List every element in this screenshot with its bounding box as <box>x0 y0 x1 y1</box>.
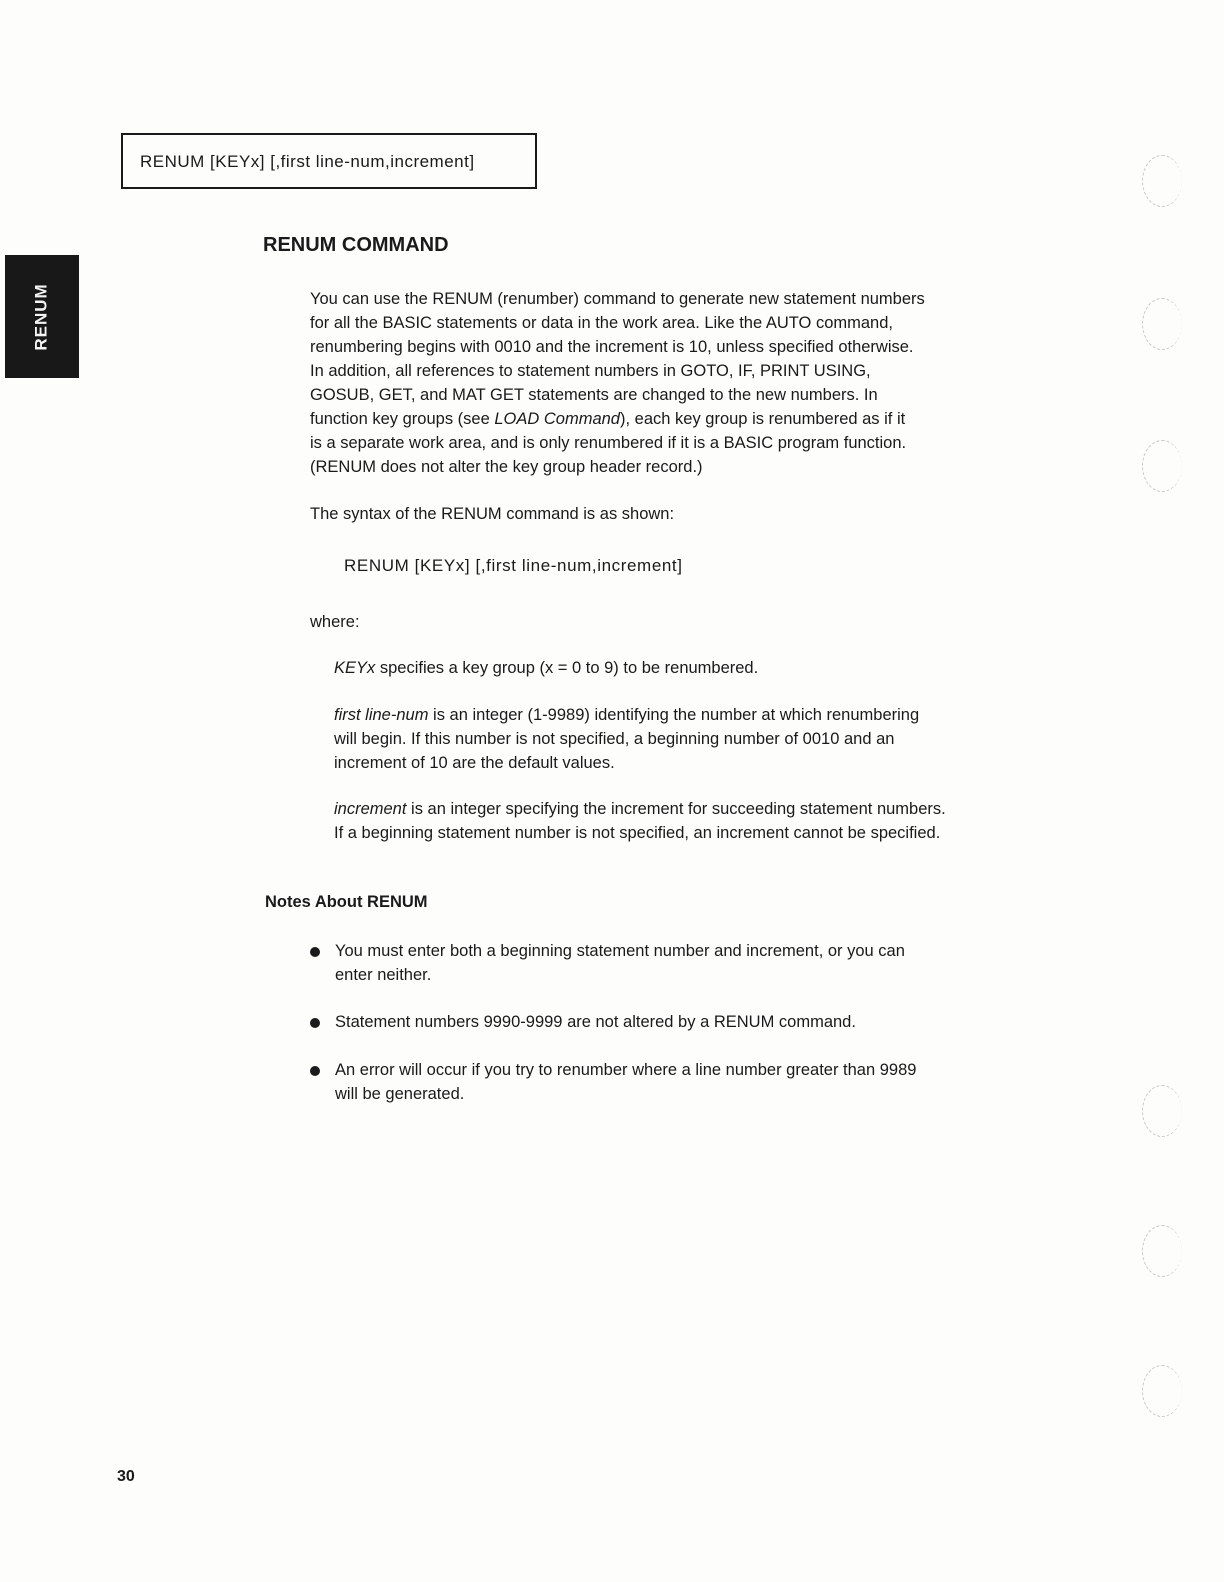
intro-line: You can use the RENUM (renumber) command to generate new statement numbers <box>310 290 925 308</box>
page-number: 30 <box>117 1468 135 1485</box>
intro-line: (RENUM does not alter the key group header record.) <box>310 458 703 476</box>
side-tab-label: RENUM <box>32 282 51 351</box>
intro-line: renumbering begins with 0010 and the increment is 10, unless specified otherwise. <box>310 338 914 356</box>
punch-hole-mark <box>1142 298 1182 350</box>
param-increment: increment is an integer specifying the increment for succeeding statement numbers. If a beginning statement number is not specified, an increment cannot be specified. <box>334 800 946 842</box>
notes-heading: Notes About RENUM <box>265 893 428 911</box>
punch-hole-mark <box>1142 1365 1182 1417</box>
intro-line: is a separate work area, and is only renumbered if it is a BASIC program function. <box>310 434 907 452</box>
intro-line: GOSUB, GET, and MAT GET statements are changed to the new numbers. In <box>310 386 878 404</box>
where-label: where: <box>310 613 360 631</box>
punch-hole-mark <box>1142 1225 1182 1277</box>
intro-line: function key groups (see LOAD Command), each key group is renumbered as if it <box>310 410 906 428</box>
punch-hole-mark <box>1142 155 1182 207</box>
intro-paragraph <box>310 287 925 479</box>
intro-line: for all the BASIC statements or data in the work area. Like the AUTO command, <box>310 314 893 332</box>
param-first-line-num: first line-num is an integer (1-9989) identifying the number at which renumbering will begin. If this number is not specified, a beginning number of 0010 and an increment of 10 are the default values. <box>334 706 920 772</box>
param-term: increment <box>334 800 407 818</box>
load-command-reference: LOAD Command <box>494 410 620 428</box>
intro-line: In addition, all references to statement numbers in GOTO, IF, PRINT USING, <box>310 362 871 380</box>
punch-hole-mark <box>1142 440 1182 492</box>
bullet-icon <box>310 947 320 957</box>
punch-hole-mark <box>1142 1085 1182 1137</box>
section-heading: RENUM COMMAND <box>263 234 449 256</box>
section-side-tab <box>5 255 79 378</box>
param-term: first line-num <box>334 706 429 724</box>
param-keyx: KEYx specifies a key group (x = 0 to 9) to be renumbered. <box>334 659 759 677</box>
param-term: KEYx <box>334 659 376 677</box>
bullet-icon <box>310 1066 320 1076</box>
syntax-statement: RENUM [KEYx] [,first line-num,increment] <box>344 556 683 575</box>
bullet-icon <box>310 1018 320 1028</box>
syntax-intro: The syntax of the RENUM command is as shown: <box>310 505 675 523</box>
syntax-box: RENUM [KEYx] [,first line-num,increment] <box>121 133 537 189</box>
